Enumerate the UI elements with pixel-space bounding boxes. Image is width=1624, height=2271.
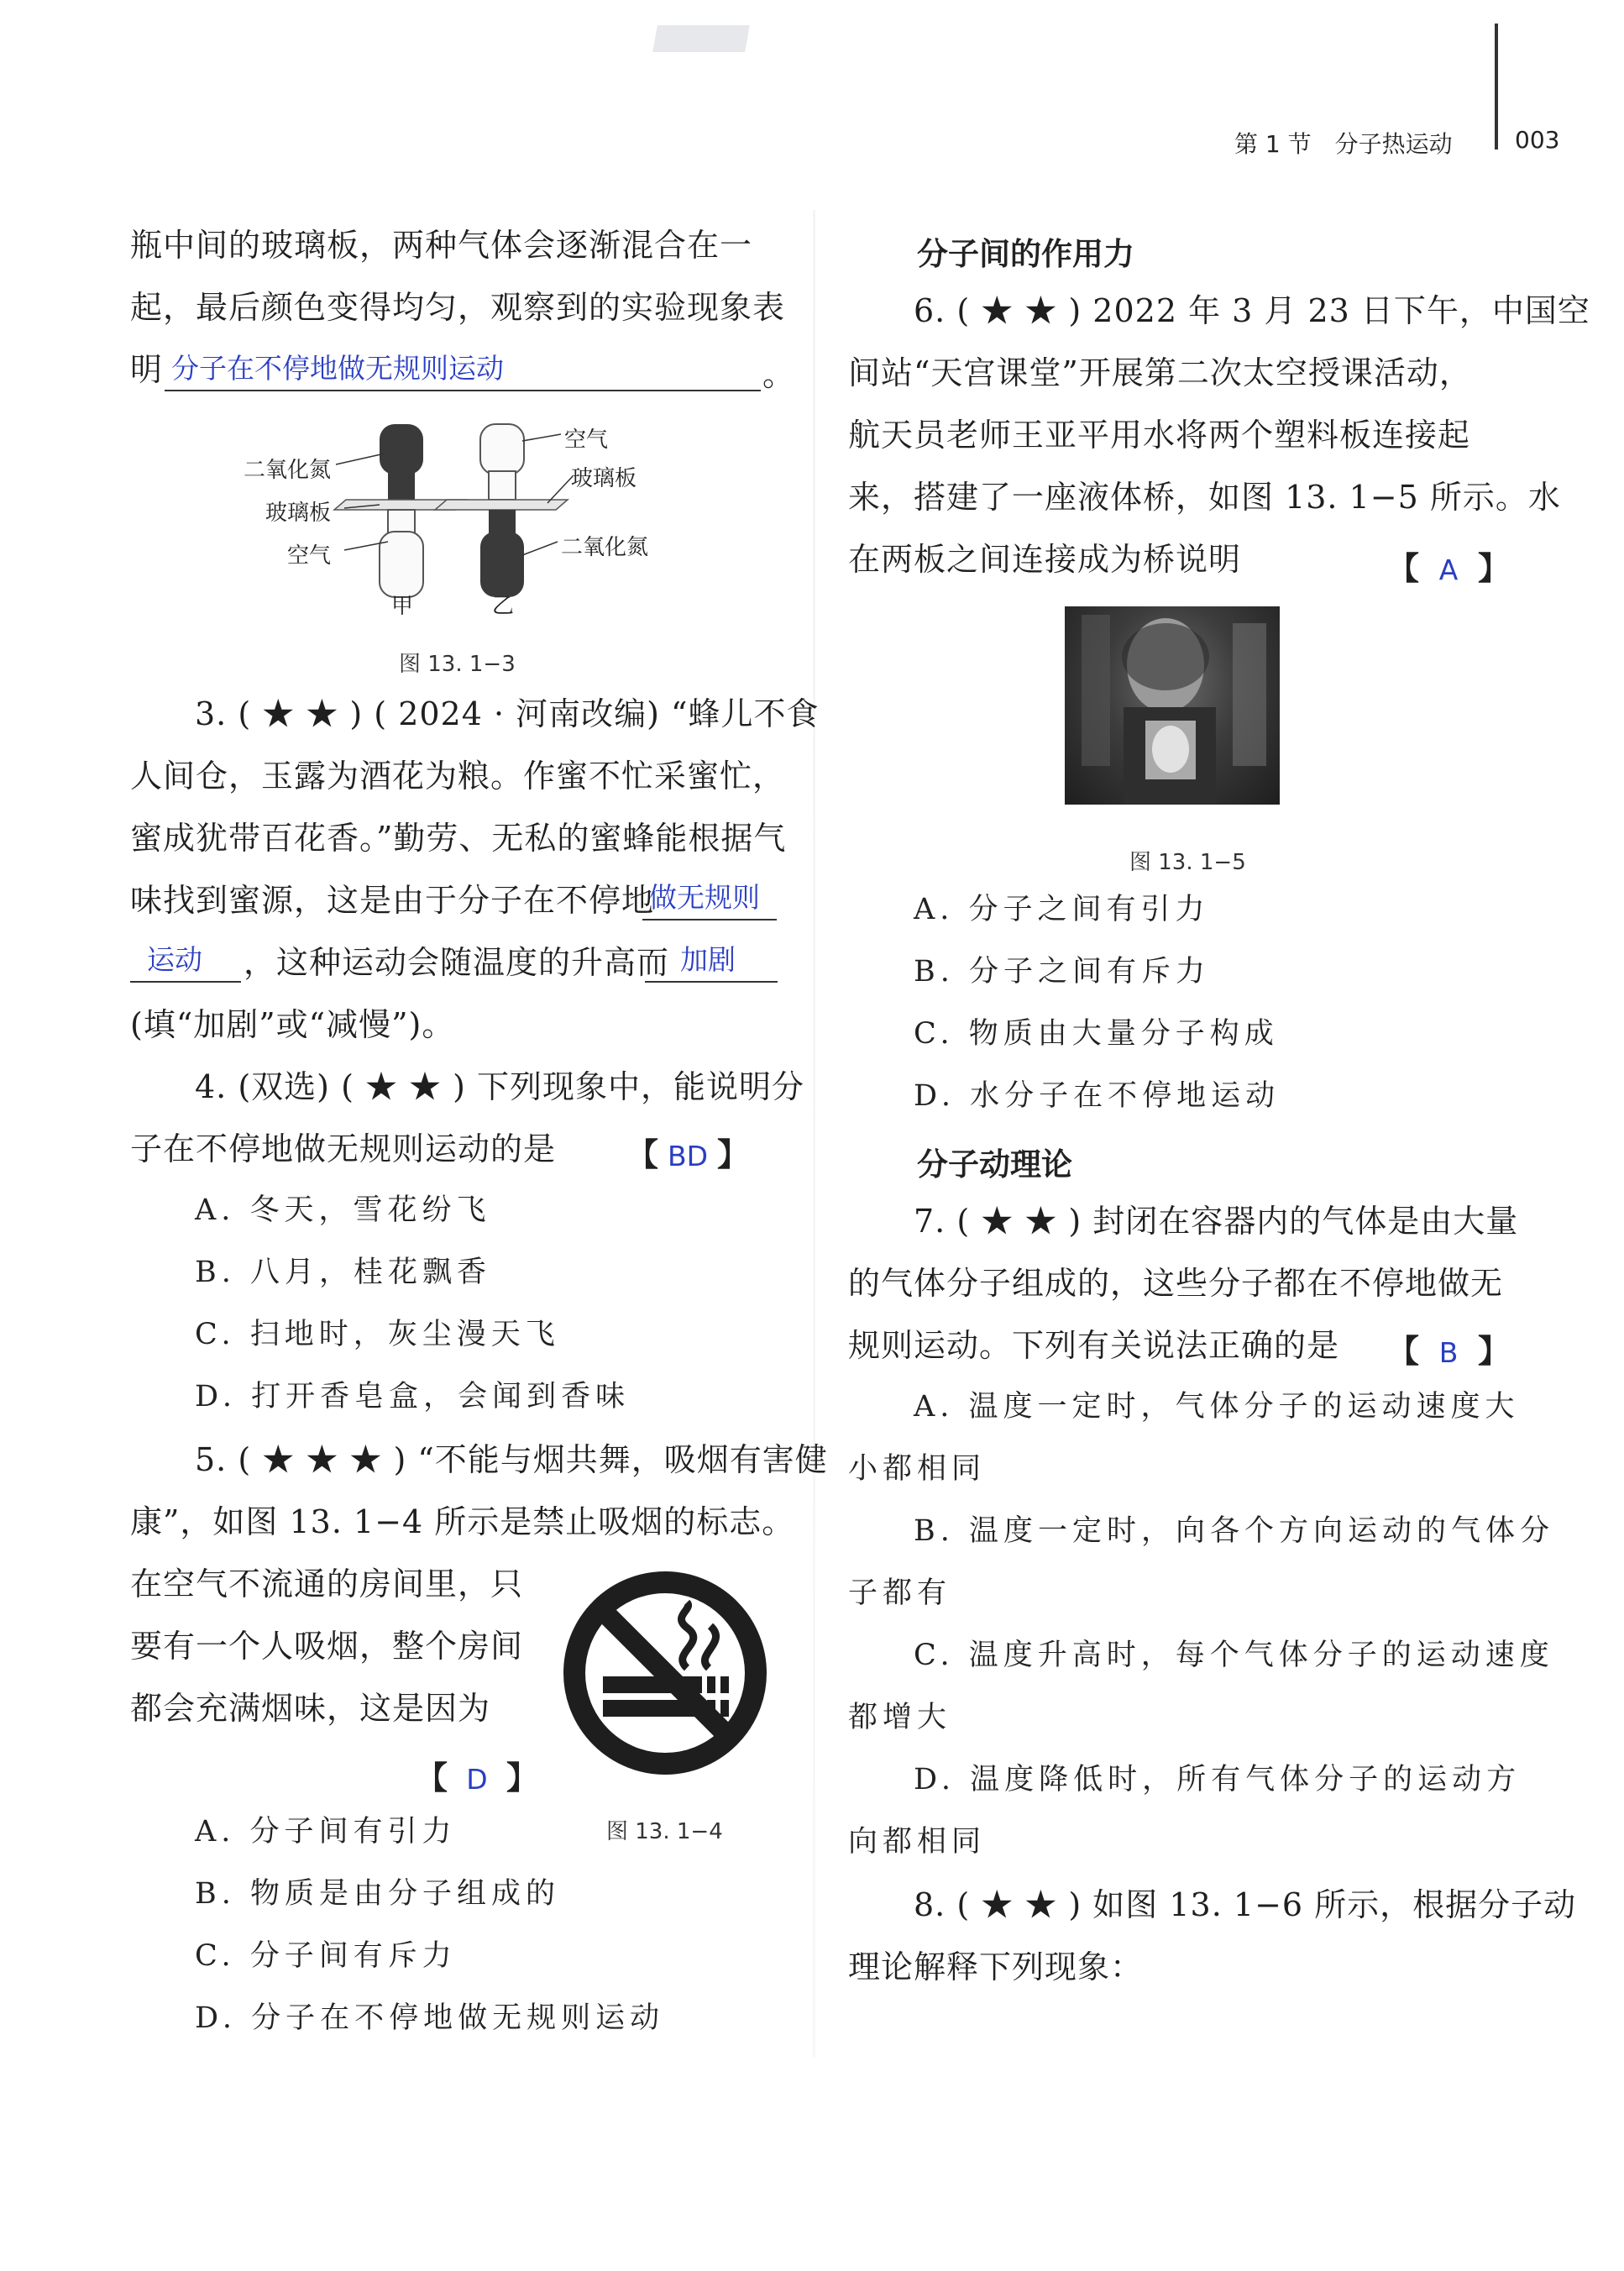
figure-13-1-3-caption: 图 13. 1−3 [399,652,516,677]
q2-line-3-prefix: 明 [130,351,164,388]
q2-answer: 分子在不停地做无规则运动 [171,352,504,385]
q6-line-5: 在两板之间连接成为桥说明 [848,541,1242,578]
q3-line-4: 味找到蜜源，这是由于分子在不停地 [130,882,655,919]
q3-line-2: 人间仓，玉露为酒花为粮。作蜜不忙采蜜忙， [130,758,786,795]
label-yi: 乙 [492,594,515,619]
figure-13-1-5-caption: 图 13. 1−5 [1129,850,1246,875]
header-section-title: 第 1 节 分子热运动 [1234,130,1453,158]
q3-line-5: ，这种运动会随温度的升高而 [244,944,670,981]
q4-option-b: B. 八月，桂花飘香 [195,1256,491,1289]
section-heading-kinetic-theory: 分子动理论 [917,1146,1072,1183]
page-number: 003 [1515,126,1560,154]
q5-line-1: 5. ( ★ ★ ★ ) “不能与烟共舞，吸烟有害健 [195,1441,828,1478]
header-divider [1495,24,1498,149]
q6-option-c: C. 物质由大量分子构成 [914,1017,1279,1051]
q4-answer-bracket: 【 BD 】 [626,1136,750,1173]
q4-option-a: A. 冬天，雪花纷飞 [195,1193,491,1227]
q3-answer-1a: 做无规则 [649,881,760,914]
label-glass-left: 玻璃板 [265,501,332,526]
q2-line-3-suffix: 。 [762,356,796,393]
column-divider [813,210,815,2058]
q5-option-b: B. 物质是由分子组成的 [195,1877,560,1911]
q4-answer: BD [667,1140,709,1172]
q7-option-d-line-1: D. 温度降低时，所有气体分子的运动方 [914,1763,1522,1796]
q4-line-1: 4. (双选) ( ★ ★ ) 下列现象中，能说明分 [195,1068,805,1105]
q5-line-3: 在空气不流通的房间里，只 [130,1566,524,1602]
q3-answer-blank-2 [645,939,778,983]
q6-line-3: 航天员老师王亚平用水将两个塑料板连接起 [848,417,1471,454]
q7-option-a-line-1: A. 温度一定时，气体分子的运动速度大 [914,1390,1520,1424]
q5-answer: D [466,1763,488,1796]
label-glass-right: 玻璃板 [571,466,637,491]
q5-option-a: A. 分子间有引力 [195,1815,457,1849]
q5-option-c: C. 分子间有斥力 [195,1939,457,1973]
page-tab-mark [652,25,750,52]
q5-answer-bracket: 【 D 】 [416,1759,539,1796]
liquid-bridge-photo [1065,606,1280,805]
q6-line-2: 间站“天宫课堂”开展第二次太空授课活动， [848,354,1472,391]
q5-line-4: 要有一个人吸烟，整个房间 [130,1628,524,1665]
no-smoking-icon [561,1569,769,1777]
label-air-right: 空气 [564,427,609,453]
q7-option-b-line-1: B. 温度一定时，向各个方向运动的气体分 [914,1514,1554,1548]
q7-option-c-line-1: C. 温度升高时，每个气体分子的运动速度 [914,1639,1554,1672]
q8-line-1: 8. ( ★ ★ ) 如图 13. 1−6 所示，根据分子动 [914,1886,1577,1923]
q4-option-c: C. 扫地时，灰尘漫天飞 [195,1318,560,1351]
q6-line-4: 来，搭建了一座液体桥，如图 13. 1−5 所示。水 [848,479,1561,516]
q2-answer-blank [165,351,761,391]
section-heading-intermolecular-force: 分子间的作用力 [917,236,1134,272]
q3-line-3: 蜜成犹带百花香。”勤劳、无私的蜜蜂能根据气 [130,820,787,857]
q4-line-2: 子在不停地做无规则运动的是 [130,1130,557,1167]
q5-line-5: 都会充满烟味，这是因为 [130,1690,491,1727]
q5-option-d: D. 分子在不停地做无规则运动 [195,2001,665,2035]
q2-line-2: 起，最后颜色变得均匀，观察到的实验现象表 [130,289,786,326]
q6-answer-bracket: 【 A 】 [1387,549,1511,587]
q3-answer-blank-1a [642,877,777,920]
label-no2-left: 二氧化氮 [244,458,332,483]
q7-line-2: 的气体分子组成的，这些分子都在不停地做无 [848,1265,1504,1302]
q6-answer: A [1438,553,1459,586]
q4-option-d: D. 打开香皂盒，会闻到香味 [195,1380,631,1413]
label-air-left: 空气 [287,543,332,569]
q6-line-1: 6. ( ★ ★ ) 2022 年 3 月 23 日下午，中国空 [914,292,1590,329]
q7-option-d-line-2: 向都相同 [848,1825,987,1859]
q7-option-c-line-2: 都增大 [848,1701,952,1734]
q7-option-b-line-2: 子都有 [848,1576,952,1610]
q2-line-1: 瓶中间的玻璃板，两种气体会逐渐混合在一 [130,227,753,264]
label-no2-right: 二氧化氮 [561,535,649,560]
q8-line-2: 理论解释下列现象： [848,1948,1144,1985]
q3-line-1: 3. ( ★ ★ ) ( 2024 · 河南改编) “蜂儿不食 [195,695,820,732]
q3-answer-1b: 运动 [147,943,202,976]
label-jia: 甲 [391,594,414,619]
q3-line-6: (填“加剧”或“减慢”)。 [130,1006,455,1043]
q6-option-b: B. 分子之间有斥力 [914,955,1210,989]
q5-line-2: 康”，如图 13. 1−4 所示是禁止吸烟的标志。 [130,1503,795,1540]
q3-answer-2: 加剧 [680,943,736,976]
figure-13-1-3 [235,416,705,626]
q7-line-3: 规则运动。下列有关说法正确的是 [848,1327,1340,1364]
q6-option-d: D. 水分子在不停地运动 [914,1079,1281,1113]
figure-13-1-4-caption: 图 13. 1−4 [606,1819,723,1844]
q7-line-1: 7. ( ★ ★ ) 封闭在容器内的气体是由大量 [914,1203,1519,1240]
q3-answer-blank-1b [130,939,241,983]
q7-answer: B [1438,1336,1459,1369]
q7-answer-bracket: 【 B 】 [1387,1332,1511,1370]
q6-option-a: A. 分子之间有引力 [914,893,1210,926]
q7-option-a-line-2: 小都相同 [848,1452,987,1486]
